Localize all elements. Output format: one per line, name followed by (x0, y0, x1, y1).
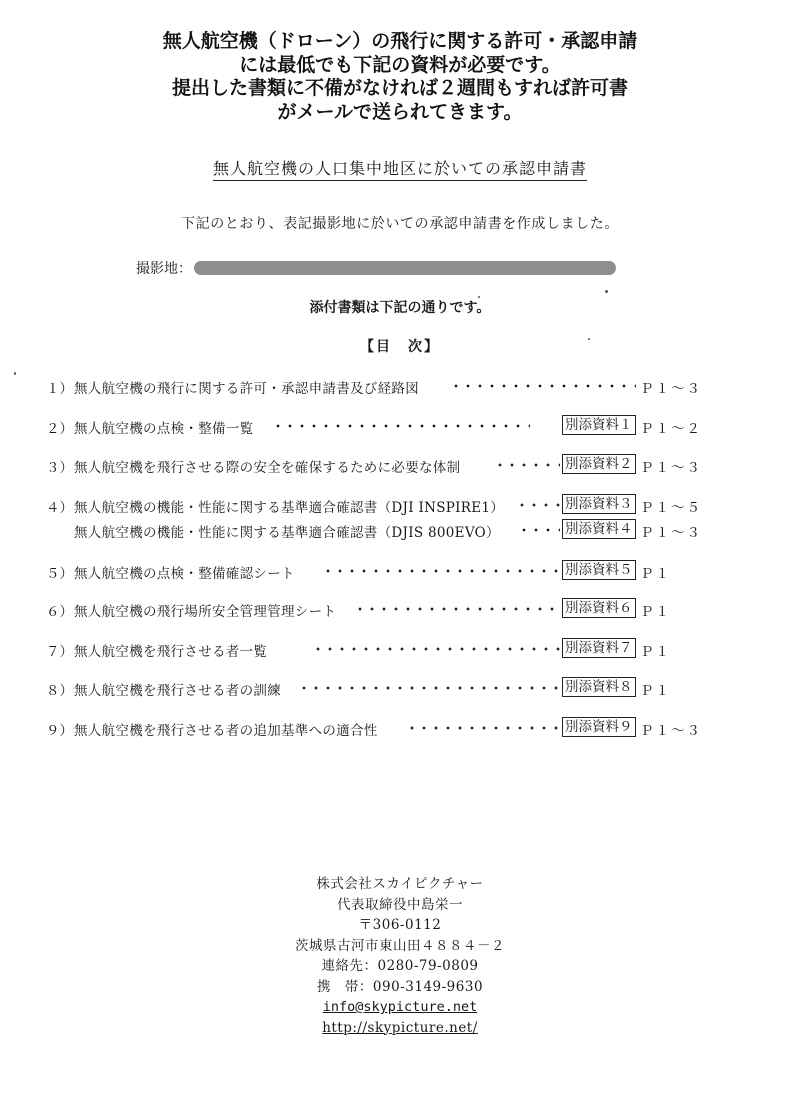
toc-row (0, 719, 800, 741)
toc-number: ２） (46, 421, 73, 437)
toc-pages: Ｐ１〜３ (640, 381, 702, 397)
toc-pages: Ｐ１ (640, 566, 671, 582)
intro-text: 下記のとおり、表記撮影地に於いての承認申請書を作成しました。 (181, 216, 619, 232)
attachment-badge: 別添資料５ (562, 560, 636, 580)
email-link[interactable]: info@skypicture.net (322, 999, 478, 1015)
document-subtitle (0, 156, 800, 179)
toc-pages: Ｐ１〜３ (640, 460, 702, 476)
toc-row (0, 640, 800, 662)
company-name: 株式会社スカイピクチャー (316, 876, 484, 892)
toc-leader-dots (516, 502, 560, 508)
toc-pages: Ｐ１ (640, 683, 671, 699)
toc-number: ３） (46, 460, 73, 476)
toc-title-text: 無人航空機を飛行させる者の訓練 (74, 683, 281, 699)
toc-number: ８） (46, 683, 73, 699)
toc-leader-dots (494, 462, 560, 468)
postal-code: 〒306-0112 (358, 917, 442, 933)
toc-number: １） (46, 381, 73, 397)
heading-line: 無人航空機（ドローン）の飛行に関する許可・承認申請 (162, 30, 638, 52)
toc-title-text: 無人航空機を飛行させる者一覧 (74, 644, 268, 660)
scan-speck (588, 338, 590, 340)
toc-row (0, 600, 800, 622)
toc-row (0, 521, 800, 543)
toc-leader-dots (298, 685, 560, 691)
contact-phone: 連絡先：0280-79-0809 (321, 958, 479, 974)
page-heading (0, 30, 800, 124)
toc-number: ４） (46, 500, 73, 516)
toc-pages: Ｐ１ (640, 644, 671, 660)
toc-title-text: 無人航空機を飛行させる者の追加基準への適合性 (74, 723, 378, 739)
heading-line: がメールで送られてきます。 (277, 100, 523, 123)
attached-note: 添付書類は下記の通りです。 (309, 300, 491, 316)
toc-pages: Ｐ１〜３ (640, 723, 702, 739)
toc-leader-dots (450, 383, 636, 389)
toc-title-text: 無人航空機を飛行させる際の安全を確保するために必要な体制 (74, 460, 461, 476)
toc-title-text: 無人航空機の機能・性能に関する基準適合確認書（DJI INSPIRE1） (74, 500, 505, 516)
toc-title-text: 無人航空機の点検・整備確認シート (74, 566, 295, 582)
representative: 代表取締役中島栄一 (337, 896, 463, 913)
toc-pages: Ｐ１〜２ (640, 421, 702, 437)
location-label: 撮影地： (136, 261, 192, 277)
website-link[interactable]: http://skypicture.net/ (322, 1019, 478, 1036)
toc-row (0, 377, 800, 399)
heading-line: 提出した書類に不備がなければ２週間もすれば許可書 (171, 77, 628, 99)
toc-title-text: 無人航空機の点検・整備一覧 (74, 421, 254, 437)
heading-line: には最低でも下記の資料が必要です。 (239, 53, 561, 76)
attachment-badge: 別添資料９ (562, 717, 636, 737)
scan-speck (605, 290, 608, 293)
toc-leader-dots (518, 527, 560, 533)
toc-row (0, 679, 800, 701)
toc-title-text: 無人航空機の飛行場所安全管理管理シート (74, 604, 337, 620)
scan-speck (14, 372, 16, 375)
attachment-badge: 別添資料７ (562, 638, 636, 658)
attachment-badge: 別添資料８ (562, 677, 636, 697)
redacted-address (194, 261, 616, 275)
toc-number: ６） (46, 604, 73, 620)
toc-leader-dots (354, 606, 560, 612)
company-footer (0, 874, 800, 1038)
toc-row (0, 417, 800, 439)
attachment-badge: 別添資料３ (562, 494, 636, 514)
toc-leader-dots (312, 646, 560, 652)
toc-title-text: 無人航空機の機能・性能に関する基準適合確認書（DJIS 800EVO） (74, 525, 500, 541)
attachment-badge: 別添資料６ (562, 598, 636, 618)
mobile-phone: 携 帯：090-3149-9630 (316, 978, 484, 995)
attachment-badge: 別添資料４ (562, 519, 636, 539)
toc-pages: Ｐ１〜５ (640, 500, 702, 516)
toc-number: ５） (46, 566, 73, 582)
toc-title: 【目 次】 (360, 339, 440, 355)
toc-number: ７） (46, 644, 73, 660)
document-subtitle-text: 無人航空機の人口集中地区に於いての承認申請書 (213, 159, 587, 181)
attachment-badge: 別添資料２ (562, 454, 636, 474)
toc-leader-dots (272, 423, 530, 429)
toc-row (0, 562, 800, 584)
toc-leader-dots (406, 725, 560, 731)
toc-leader-dots (322, 568, 560, 574)
toc-row (0, 456, 800, 478)
address: 茨城県古河市東山田４８８４－２ (295, 937, 505, 954)
toc-number: ９） (46, 723, 73, 739)
scan-speck (478, 296, 480, 298)
toc-title-text: 無人航空機の飛行に関する許可・承認申請書及び経路図 (74, 381, 419, 397)
toc-pages: Ｐ１〜３ (640, 525, 702, 541)
toc-pages: Ｐ１ (640, 604, 671, 620)
toc-row (0, 496, 800, 518)
location-line (136, 258, 616, 278)
attachment-badge: 別添資料１ (562, 415, 636, 435)
